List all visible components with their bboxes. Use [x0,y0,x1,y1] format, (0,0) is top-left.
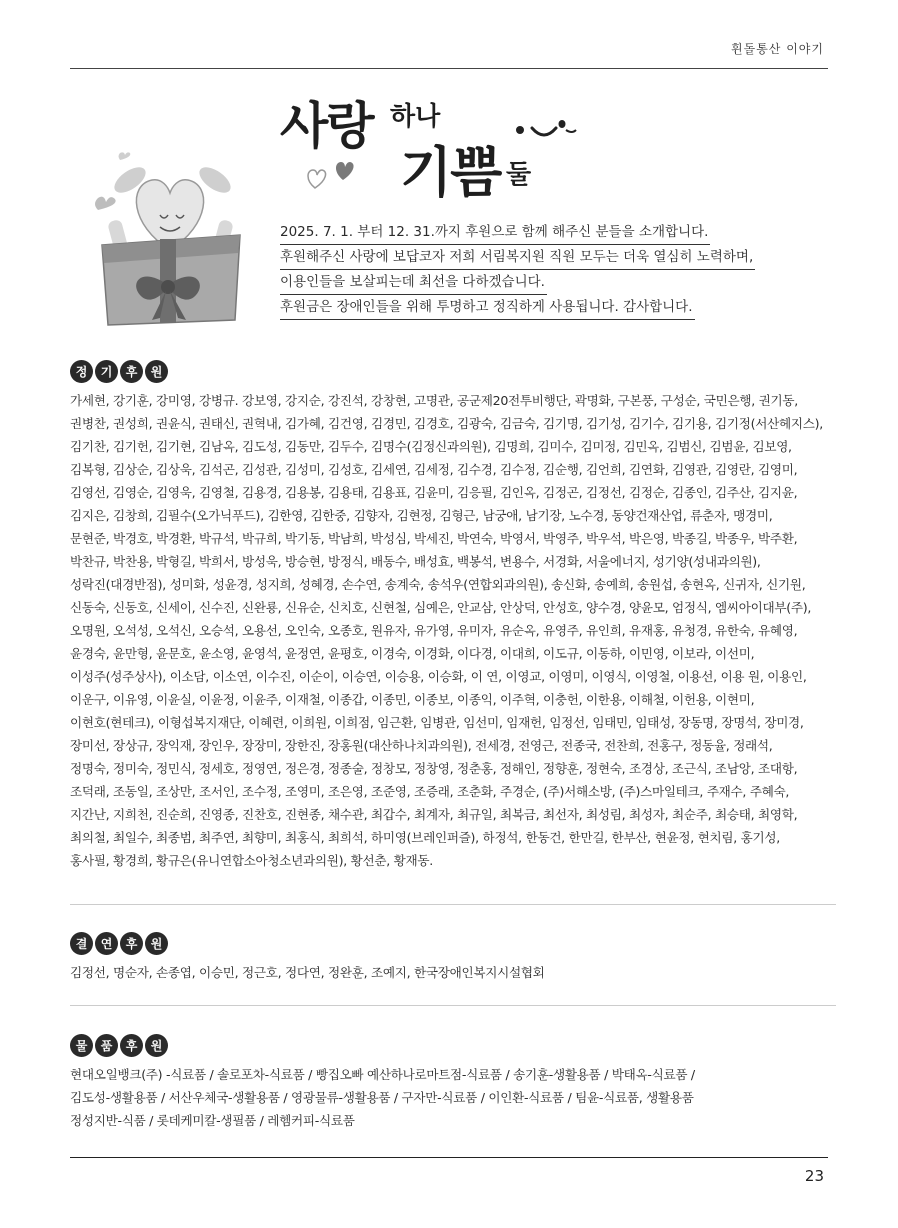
badge-char: 후 [120,1034,143,1057]
regular-sponsor-names [70,389,836,872]
name-line: 가세현, 강기훈, 강미영, 강병규. 강보영, 강지순, 강진석, 강창현, 고명관, 공군제20전투비행단, 곽명화, 구본풍, 구성순, 국민은행, 권기동, [70,393,798,408]
badge-char: 원 [145,360,168,383]
gift-box-illustration [90,135,250,330]
badge-char: 물 [70,1034,93,1057]
page-number: 23 [804,1167,824,1185]
regular-sponsor-section [70,360,836,872]
name-line: 장미선, 장상규, 장익재, 장인우, 장장미, 장한진, 장홍원(대산하나치과의원), 전세경, 전영근, 전종국, 전찬희, 전홍구, 정동율, 정래석, [70,738,773,753]
top-divider [70,68,828,69]
name-line: 오명원, 오석성, 오석신, 오승석, 오용선, 오인숙, 오종호, 원유자, 유가영, 유미자, 유순옥, 유영주, 유인희, 유재홍, 유청경, 유한숙, 유혜영, [70,623,798,638]
goods-sponsor-section [70,1034,836,1132]
section-divider [70,904,836,905]
name-line: 김도성-생활용품 / 서산우체국-생활용품 / 영광물류-생활용품 / 구자만-식료품 / 이인환-식료품 / 팀윤-식료품, 생활용품 [70,1090,694,1105]
sisterhood-sponsor-section [70,932,836,984]
section-label: 휜돌통산 이야기 [731,42,824,56]
name-line: 성락진(대경반점), 성미화, 성윤경, 성지희, 성혜경, 손수연, 송계숙, 송석우(연합외과의원), 송신화, 송예희, 송원섭, 송현옥, 신귀자, 신기원, [70,577,806,592]
name-line: 정성지반-식품 / 롯데케미칼-생필품 / 레헴커피-식료품 [70,1113,355,1128]
sisterhood-sponsor-badge [70,932,836,955]
badge-char: 원 [145,932,168,955]
intro-message [280,220,800,320]
name-line: 박찬규, 박찬용, 박형길, 박희서, 방성욱, 방승현, 방정식, 배동수, 배성효, 백봉석, 변용수, 서경화, 서울에너지, 성기양(성내과의원), [70,554,761,569]
title-word-love: 사랑 [280,97,373,155]
intro-line: 후원금은 장애인들을 위해 투명하고 정직하게 사용됩니다. 감사합니다. [280,295,695,320]
title-word-one: 하나 [390,102,441,132]
sisterhood-sponsor-names [70,961,836,984]
title-word-two: 둘 [506,160,532,190]
name-line: 김지은, 김창희, 김필수(오가닉푸드), 김한영, 김한중, 김향자, 김현정, 김형근, 남궁애, 남기장, 노수경, 동양건재산업, 류춘자, 맹경미, [70,508,773,523]
hearts-icon [305,158,365,192]
badge-char: 정 [70,360,93,383]
name-line: 조덕래, 조동일, 조상만, 조서인, 조수정, 조영미, 조은영, 조준영, 조증래, 조춘화, 주경순, (주)서해소방, (주)스마일테크, 주재수, 주혜숙, [70,784,790,799]
goods-sponsor-names [70,1063,836,1132]
title-word-joy: 기쁨 [400,141,501,204]
name-line: 김복형, 김상순, 김상욱, 김석곤, 김성관, 김성미, 김성호, 김세연, 김세정, 김수경, 김수정, 김순행, 김언희, 김연화, 김영관, 김영란, 김영미, [70,462,798,477]
name-line: 윤경숙, 윤만형, 윤문호, 윤소영, 윤영석, 윤정연, 윤평호, 이경숙, 이경화, 이다경, 이대희, 이도규, 이동하, 이민영, 이보라, 이선미, [70,646,755,661]
name-line: 정명숙, 정미숙, 정민식, 정세호, 정영연, 정은경, 정종술, 정창모, 정창영, 정춘홍, 정해인, 정향훈, 정현숙, 조경상, 조근식, 조남앙, 조대항, [70,761,798,776]
bottom-divider [70,1157,828,1158]
name-line: 김기찬, 김기헌, 김기현, 김남옥, 김도성, 김동만, 김두수, 김명수(김정신과의원), 김명희, 김미수, 김미정, 김민옥, 김범신, 김범윤, 김보영, [70,439,792,454]
section-divider [70,1005,836,1006]
name-line: 홍사필, 황경희, 황규은(유니연합소아청소년과의원), 황선춘, 황재동. [70,853,433,868]
badge-char: 기 [95,360,118,383]
name-line: 권병찬, 권성희, 권윤식, 권태신, 권혁내, 김가혜, 김건영, 김경민, 김경호, 김광숙, 김금숙, 김기명, 김기성, 김기수, 김기용, 김기정(서산헤지스), [70,416,823,431]
smile-face-icon [510,110,580,150]
badge-char: 후 [120,932,143,955]
regular-sponsor-badge [70,360,836,383]
intro-line: 이용인들을 보살피는데 최선을 다하겠습니다. [280,270,547,295]
badge-char: 연 [95,932,118,955]
name-line: 김정선, 명순자, 손종엽, 이승민, 정근호, 정다연, 정완훈, 조예지, 한국장애인복지시설협회 [70,965,545,980]
intro-line: 후원해주신 사랑에 보답코자 저희 서림복지원 직원 모두는 더욱 열심히 노력하며, [280,245,755,270]
badge-char: 후 [120,360,143,383]
name-line: 현대오일뱅크(주) -식료품 / 솔로포차-식료품 / 빵집오빠 예산하나로마트점-식료품 / 송기훈-생활용품 / 박태옥-식료품 / [70,1067,695,1082]
name-line: 문현준, 박경호, 박경환, 박규석, 박규희, 박기동, 박남희, 박성심, 박세진, 박연숙, 박영서, 박영주, 박우석, 박은영, 박종길, 박종우, 박주환, [70,531,798,546]
badge-char: 원 [145,1034,168,1057]
name-line: 최의철, 최일수, 최종범, 최주연, 최향미, 최홍식, 최희석, 하미영(브레인퍼즐), 하정석, 한동건, 한만길, 한부산, 현윤정, 현치림, 홍기성, [70,830,780,845]
name-line: 이성주(성주상사), 이소담, 이소연, 이수진, 이순이, 이승연, 이승용, 이승화, 이 연, 이영교, 이영미, 이영식, 이영철, 이용선, 이용 원, 이용인, [70,669,807,684]
name-line: 이현호(현테크), 이형섭복지재단, 이혜련, 이희원, 이희점, 임근환, 임병관, 임선미, 임재헌, 임정선, 임태민, 임태성, 장동명, 장명석, 장미경, [70,715,804,730]
name-line: 신동숙, 신동호, 신세이, 신수진, 신완룡, 신유순, 신치호, 신현철, 심예은, 안교삼, 안상덕, 안성호, 양수경, 양윤모, 엄정식, 엠씨아이대부(주), [70,600,812,615]
intro-line: 2025. 7. 1. 부터 12. 31.까지 후원으로 함께 해주신 분들을 소개합니다. [280,220,710,245]
badge-char: 품 [95,1034,118,1057]
name-line: 이운구, 이유영, 이윤실, 이윤정, 이윤주, 이재철, 이종갑, 이종민, 이종보, 이종익, 이주혁, 이충헌, 이한용, 이해철, 이헌용, 이현미, [70,692,755,707]
name-line: 김영선, 김영순, 김영욱, 김영철, 김용경, 김용봉, 김용태, 김용표, 김윤미, 김응필, 김인옥, 김정곤, 김정선, 김정순, 김종인, 김주산, 김지윤, [70,485,798,500]
badge-char: 결 [70,932,93,955]
goods-sponsor-badge [70,1034,836,1057]
name-line: 지간난, 지희천, 진순희, 진영종, 진찬호, 진현종, 채수관, 최갑수, 최계자, 최규일, 최복금, 최선자, 최성림, 최성자, 최순주, 최승태, 최영학, [70,807,798,822]
